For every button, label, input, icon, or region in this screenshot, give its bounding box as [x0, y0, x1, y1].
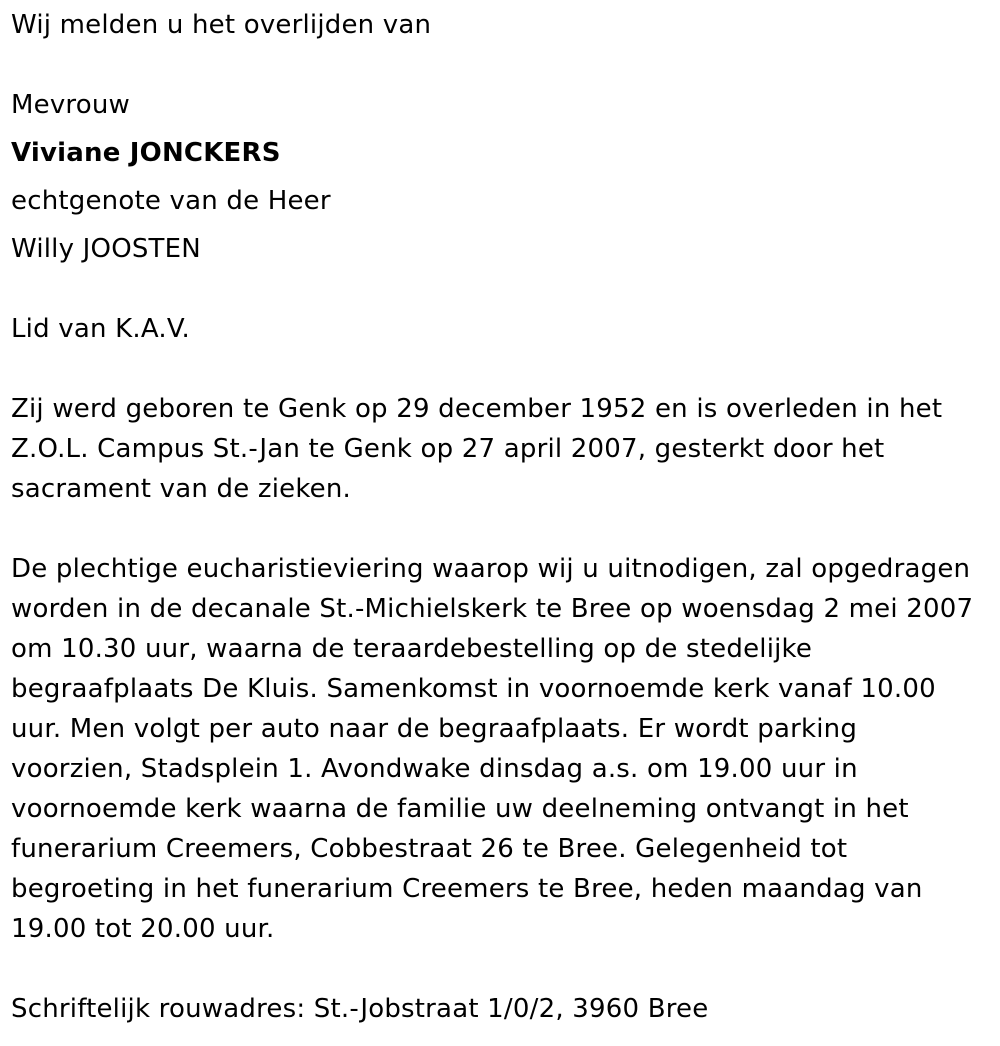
paragraph-line: Zij werd geboren te Genk op 29 december 1952 en is overleden in het	[11, 394, 943, 424]
paragraph-line: voornoemde kerk waarna de familie uw deelneming ontvangt in het	[11, 794, 909, 824]
salutation: Mevrouw	[11, 90, 130, 120]
paragraph-line: begroeting in het funerarium Creemers te Bree, heden maandag van	[11, 874, 923, 904]
paragraph-line: sacrament van de zieken.	[11, 474, 352, 504]
mourning-address: Schriftelijk rouwadres: St.-Jobstraat 1/0/2, 3960 Bree	[11, 994, 709, 1024]
paragraph-line: De plechtige eucharistieviering waarop wij u uitnodigen, zal opgedragen	[11, 554, 971, 584]
membership-text: Lid van K.A.V.	[11, 314, 190, 344]
paragraph-line: uur. Men volgt per auto naar de begraafplaats. Er wordt parking	[11, 714, 858, 744]
paragraph-line: om 10.30 uur, waarna de teraardebestelling op de stedelijke	[11, 634, 813, 664]
deceased-name: Viviane JONCKERS	[11, 138, 281, 168]
paragraph-line: 19.00 tot 20.00 uur.	[11, 914, 275, 944]
intro-text: Wij melden u het overlijden van	[11, 10, 432, 40]
paragraph-line: funerarium Creemers, Cobbestraat 26 te Bree. Gelegenheid tot	[11, 834, 848, 864]
spouse-name: Willy JOOSTEN	[11, 234, 201, 264]
paragraph-line: Z.O.L. Campus St.-Jan te Genk op 27 april 2007, gesterkt door het	[11, 434, 885, 464]
paragraph-line: worden in de decanale St.-Michielskerk te Bree op woensdag 2 mei 2007	[11, 594, 974, 624]
relation-text: echtgenote van de Heer	[11, 186, 331, 216]
paragraph-line: begraafplaats De Kluis. Samenkomst in voornoemde kerk vanaf 10.00	[11, 674, 936, 704]
paragraph-line: voorzien, Stadsplein 1. Avondwake dinsdag a.s. om 19.00 uur in	[11, 754, 858, 784]
